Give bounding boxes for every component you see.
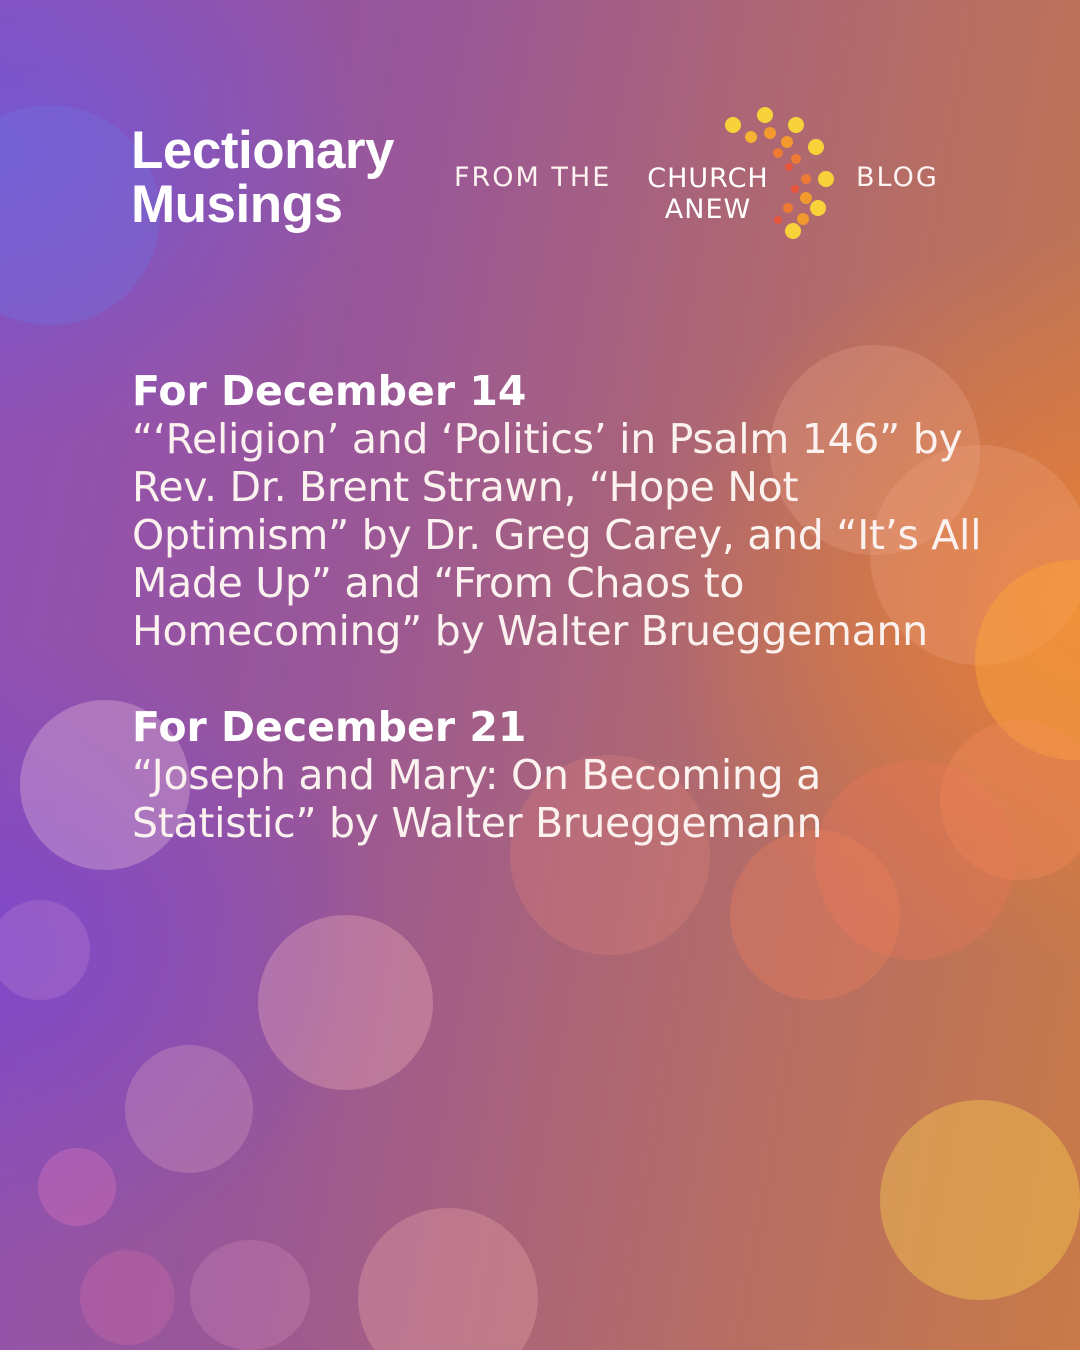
bokeh-circle: [730, 830, 900, 1000]
bokeh-circle: [880, 1100, 1080, 1300]
bokeh-circle: [258, 915, 433, 1090]
title-line-1: Lectionary: [131, 121, 395, 180]
bokeh-circle: [358, 1208, 538, 1350]
church-anew-logo-icon: [718, 105, 848, 245]
bokeh-circle: [38, 1148, 116, 1226]
bokeh-circle: [80, 1250, 175, 1345]
blog-label: BLOG: [856, 162, 939, 193]
bokeh-circle: [125, 1045, 253, 1173]
musings-list: [132, 367, 1012, 847]
logo-line-1: CHURCH: [647, 163, 769, 194]
from-the-label: FROM THE: [454, 162, 612, 193]
list-item: [132, 703, 1012, 847]
entry-date: For December 21: [132, 703, 527, 751]
logo-line-2: ANEW: [664, 194, 752, 225]
bokeh-circle: [190, 1240, 310, 1350]
entry-text: “Joseph and Mary: On Becoming a Statistic” by Walter Brueggemann: [132, 751, 823, 847]
bokeh-circle: [0, 900, 90, 1000]
list-item: [132, 367, 1012, 655]
entry-date: For December 14: [132, 367, 527, 415]
title-line-2: Musings: [131, 175, 343, 234]
page-title: [131, 121, 395, 234]
entry-text: “‘Religion’ and ‘Politics’ in Psalm 146” by Rev. Dr. Brent Strawn, “Hope Not Optimism” by Dr. Greg Carey, and “It’s All Made Up” and “From Chaos to Homecoming” by Walter Brueggemann: [132, 415, 982, 655]
